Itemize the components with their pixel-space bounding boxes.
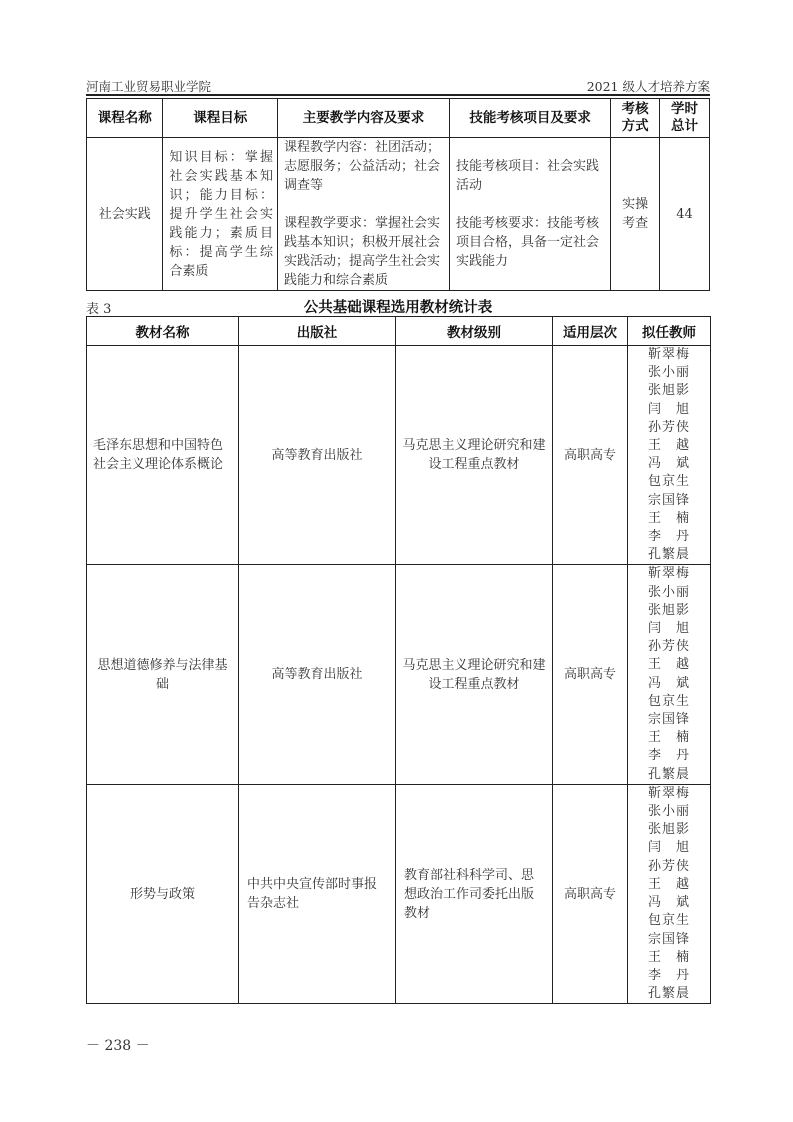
- table-caption: [86, 296, 710, 316]
- table-row: [87, 138, 710, 291]
- applicable-level: 高职高专: [553, 346, 628, 565]
- applicable-level: 高职高专: [553, 565, 628, 784]
- teacher-name: 王 楠: [647, 730, 690, 746]
- teacher-name: 张旭影: [647, 822, 690, 838]
- course-table: [86, 98, 710, 291]
- teacher-name: 孙芳侠: [647, 419, 690, 435]
- publisher: 高等教育出版社: [239, 565, 396, 784]
- textbook-table-header-row: [87, 317, 711, 346]
- column-header-teaching-content: 主要教学内容及要求: [278, 99, 450, 138]
- header-rule: [86, 94, 710, 96]
- teacher-list: [628, 784, 711, 1003]
- page-number: － 238 －: [86, 1038, 150, 1054]
- teacher-name: 张小丽: [647, 365, 690, 381]
- column-header-course-goal: 课程目标: [163, 99, 278, 138]
- column-header-skill-assessment: 技能考核项目及要求: [449, 99, 610, 138]
- column-header-textbook-name: 教材名称: [87, 317, 239, 346]
- teacher-name: 张小丽: [647, 804, 690, 820]
- teacher-name: 闫 旭: [647, 840, 690, 856]
- teacher-name: 王 越: [647, 438, 690, 454]
- column-header-course-name: 课程名称: [87, 99, 163, 138]
- document-title: 2021 级人才培养方案: [586, 79, 710, 94]
- column-header-applicable-level: 适用层次: [553, 317, 628, 346]
- table-row: [87, 784, 711, 1003]
- table-title: 公共基础课程选用教材统计表: [303, 300, 493, 316]
- teacher-name: 王 越: [647, 657, 690, 673]
- textbook-name: 毛泽东思想和中国特色社会主义理论体系概论: [87, 346, 239, 565]
- teacher-name: 孙芳侠: [647, 858, 690, 874]
- teacher-name: 闫 旭: [647, 621, 690, 637]
- teacher-name: 闫 旭: [647, 401, 690, 417]
- column-header-textbook-level: 教材级别: [396, 317, 553, 346]
- teaching-content: [278, 138, 450, 291]
- page-header: [86, 74, 710, 96]
- textbook-level: 马克思主义理论研究和建设工程重点教材: [396, 346, 553, 565]
- teacher-name: 靳翠梅: [647, 347, 690, 362]
- course-name: 社会实践: [87, 138, 163, 291]
- school-name: 河南工业贸易职业学院: [86, 79, 212, 94]
- teacher-name: 孔繁晨: [647, 547, 690, 563]
- table-row: [87, 346, 711, 565]
- column-header-publisher: 出版社: [239, 317, 396, 346]
- applicable-level: 高职高专: [553, 784, 628, 1003]
- teacher-name: 冯 斌: [647, 675, 690, 691]
- teacher-name: 孔繁晨: [647, 766, 690, 782]
- textbook-name: 思想道德修养与法律基础: [87, 565, 239, 784]
- teacher-name: 王 楠: [647, 510, 690, 526]
- teacher-name: 李 丹: [647, 748, 690, 764]
- teacher-name: 宗国锋: [647, 492, 690, 508]
- teacher-name: 包京生: [647, 693, 690, 709]
- teacher-name: 王 越: [647, 876, 690, 892]
- teacher-name: 李 丹: [647, 967, 690, 983]
- textbook-level: 教育部社科科学司、思想政治工作司委托出版教材: [396, 784, 553, 1003]
- table-number: 表 3: [86, 302, 112, 317]
- teacher-name: 孙芳侠: [647, 639, 690, 655]
- skill-item: 技能考核项目：社会实践活动: [455, 159, 599, 193]
- teacher-list: [628, 565, 711, 784]
- teacher-name: 张小丽: [647, 584, 690, 600]
- teacher-name: 靳翠梅: [647, 785, 690, 801]
- publisher: 高等教育出版社: [239, 346, 396, 565]
- column-header-teachers: 拟任教师: [628, 317, 711, 346]
- exam-method: 实操 考查: [611, 138, 660, 291]
- column-header-total-hours: 学时 总计: [660, 99, 710, 138]
- teacher-name: 包京生: [647, 913, 690, 929]
- teacher-name: 张旭影: [647, 383, 690, 399]
- teacher-name: 靳翠梅: [647, 566, 690, 582]
- course-table-header-row: [87, 99, 710, 138]
- teacher-name: 李 丹: [647, 529, 690, 545]
- textbook-name: 形势与政策: [87, 784, 239, 1003]
- table-row: [87, 565, 711, 784]
- teacher-name: 宗国锋: [647, 931, 690, 947]
- textbook-table: [86, 316, 711, 1004]
- textbook-level: 马克思主义理论研究和建设工程重点教材: [396, 565, 553, 784]
- total-hours: 44: [660, 138, 710, 291]
- column-header-exam-method: 考核 方式: [611, 99, 660, 138]
- teacher-name: 王 楠: [647, 949, 690, 965]
- skill-assessment: [449, 138, 610, 291]
- teacher-name: 宗国锋: [647, 712, 690, 728]
- teacher-list: [628, 346, 711, 565]
- teacher-name: 张旭影: [647, 602, 690, 618]
- course-goal: 知识目标：掌握社会实践基本知识；能力目标：提升学生社会实践能力；素质目标：提高学生综合素质: [163, 138, 278, 291]
- content-requirement: 课程教学要求：掌握社会实践基本知识；积极开展社会实践活动；提高学生社会实践能力和综合素质: [284, 216, 441, 288]
- publisher: 中共中央宣传部时事报告杂志社: [239, 784, 396, 1003]
- teacher-name: 包京生: [647, 474, 690, 490]
- teacher-name: 冯 斌: [647, 456, 690, 472]
- teacher-name: 冯 斌: [647, 895, 690, 911]
- teacher-name: 孔繁晨: [647, 986, 690, 1002]
- content-text: 课程教学内容：社团活动；志愿服务；公益活动；社会调查等: [284, 140, 441, 193]
- skill-requirement: 技能考核要求：技能考核项目合格，具备一定社会实践能力: [455, 216, 599, 269]
